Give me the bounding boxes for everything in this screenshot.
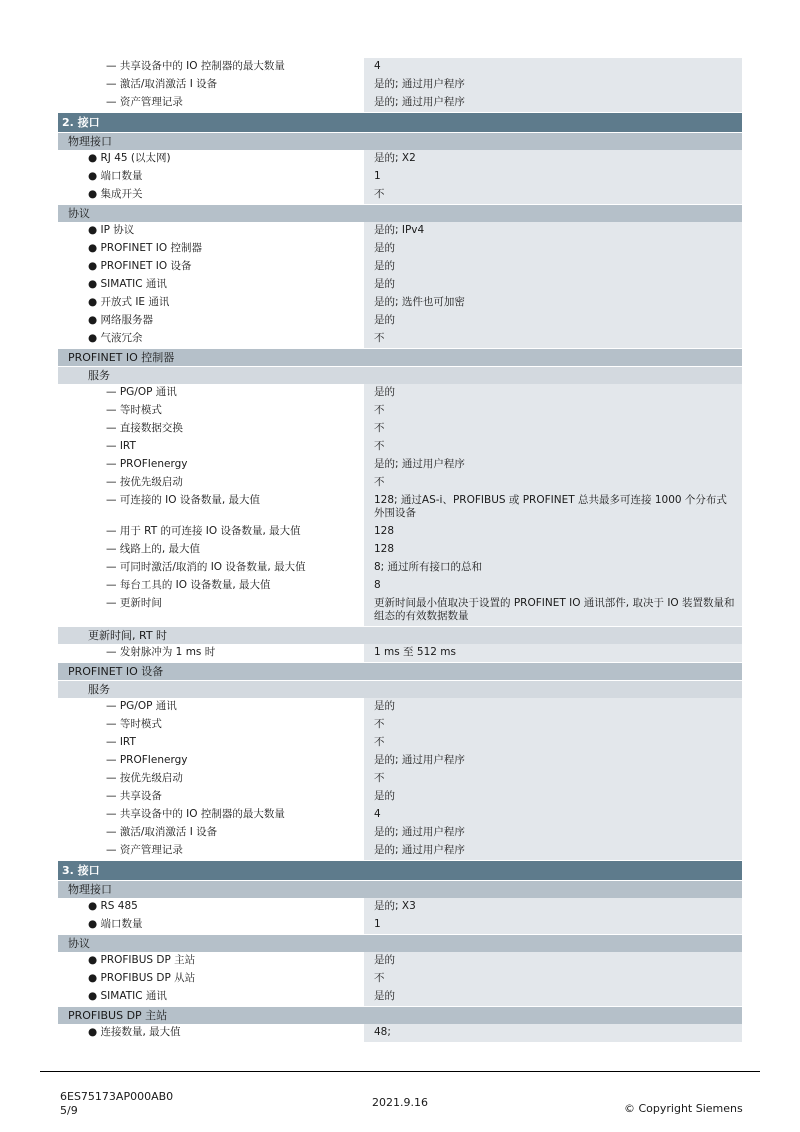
spec-label: — PROFIenergy [58,752,364,770]
spec-row [58,222,742,240]
spec-value: 是的; 通过用户程序 [364,842,742,860]
spec-label: — IRT [58,734,364,752]
spec-row [58,150,742,168]
spec-label: ● SIMATIC 通讯 [58,988,364,1006]
spec-row [58,644,742,662]
spec-row [58,523,742,541]
spec-label: — 线路上的, 最大值 [58,541,364,559]
spec-value: 不 [364,770,742,788]
spec-row [58,952,742,970]
spec-value: 是的; IPv4 [364,222,742,240]
spec-value: 4 [364,58,742,76]
spec-value: 是的; X3 [364,898,742,916]
spec-label: ● PROFIBUS DP 主站 [58,952,364,970]
spec-label: ● RS 485 [58,898,364,916]
spec-row [58,541,742,559]
spec-row [58,438,742,456]
spec-row [58,898,742,916]
spec-label: ● 集成开关 [58,186,364,204]
spec-value: 不 [364,420,742,438]
spec-value: 8 [364,577,742,595]
spec-label: — 按优先级启动 [58,474,364,492]
spec-value: 不 [364,734,742,752]
spec-value: 是的; 通过用户程序 [364,76,742,94]
spec-label: — IRT [58,438,364,456]
spec-label: — PROFIenergy [58,456,364,474]
spec-value: 不 [364,474,742,492]
spec-value: 48; [364,1024,742,1042]
spec-row [58,842,742,860]
spec-row [58,970,742,988]
spec-label: ● SIMATIC 通讯 [58,276,364,294]
group-header: PROFINET IO 设备 [58,663,742,680]
spec-value: 不 [364,970,742,988]
section-header: 2. 接口 [58,113,742,132]
spec-value: 128 [364,523,742,541]
spec-row [58,716,742,734]
spec-label: — PG/OP 通讯 [58,698,364,716]
spec-value: 是的; 通过用户程序 [364,824,742,842]
spec-label: — 激活/取消激活 I 设备 [58,76,364,94]
subgroup-header: 更新时间, RT 时 [58,627,742,644]
section-header: 3. 接口 [58,861,742,880]
spec-value: 是的; X2 [364,150,742,168]
spec-row [58,76,742,94]
spec-row [58,577,742,595]
spec-value: 是的; 通过用户程序 [364,752,742,770]
group-header: 物理接口 [58,133,742,150]
spec-value: 是的 [364,258,742,276]
footer-date: 2021.9.16 [372,1096,428,1109]
spec-row [58,474,742,492]
spec-value: 是的; 通过用户程序 [364,456,742,474]
group-header: 物理接口 [58,881,742,898]
spec-value: 是的 [364,698,742,716]
spec-value: 128; 通过AS-i、PROFIBUS 或 PROFINET 总共最多可连接 1000 个分布式外围设备 [364,492,742,523]
spec-label: — 等时模式 [58,402,364,420]
spec-label: — PG/OP 通讯 [58,384,364,402]
spec-value: 是的; 选件也可加密 [364,294,742,312]
spec-row [58,734,742,752]
spec-row [58,595,742,626]
spec-value: 是的; 通过用户程序 [364,94,742,112]
spec-label: ● 端口数量 [58,916,364,934]
spec-row [58,698,742,716]
group-header: PROFINET IO 控制器 [58,349,742,366]
subgroup-header: 服务 [58,681,742,698]
spec-value: 不 [364,186,742,204]
spec-label: — 发射脉冲为 1 ms 时 [58,644,364,662]
footer-page-number: 5/9 [60,1104,78,1117]
spec-label: ● 气液冗余 [58,330,364,348]
spec-label: — 激活/取消激活 I 设备 [58,824,364,842]
spec-row [58,168,742,186]
spec-label: — 直接数据交换 [58,420,364,438]
spec-row [58,420,742,438]
subgroup-header: 服务 [58,367,742,384]
spec-label: ● RJ 45 (以太网) [58,150,364,168]
spec-table [58,58,742,1042]
spec-label: — 共享设备中的 IO 控制器的最大数量 [58,58,364,76]
footer-article-number: 6ES75173AP000AB0 [60,1090,174,1103]
spec-value: 1 [364,916,742,934]
spec-label: — 资产管理记录 [58,842,364,860]
spec-label: ● 端口数量 [58,168,364,186]
spec-label: ● IP 协议 [58,222,364,240]
spec-value: 是的 [364,988,742,1006]
footer-copyright: © Copyright Siemens [624,1102,743,1115]
spec-value: 是的 [364,312,742,330]
spec-label: ● 网络服务器 [58,312,364,330]
spec-label: — 共享设备 [58,788,364,806]
spec-row [58,94,742,112]
spec-row [58,402,742,420]
spec-row [58,294,742,312]
group-header: 协议 [58,205,742,222]
spec-label: ● PROFIBUS DP 从站 [58,970,364,988]
spec-value: 128 [364,541,742,559]
spec-row [58,988,742,1006]
spec-row [58,559,742,577]
spec-value: 8; 通过所有接口的总和 [364,559,742,577]
spec-value: 不 [364,438,742,456]
spec-label: ● PROFINET IO 控制器 [58,240,364,258]
spec-label: — 共享设备中的 IO 控制器的最大数量 [58,806,364,824]
spec-value: 1 ms 至 512 ms [364,644,742,662]
spec-row [58,806,742,824]
spec-row [58,276,742,294]
spec-value: 不 [364,402,742,420]
spec-row [58,770,742,788]
spec-value: 不 [364,716,742,734]
spec-row [58,258,742,276]
spec-row [58,788,742,806]
group-header: 协议 [58,935,742,952]
spec-label: — 可同时激活/取消的 IO 设备数量, 最大值 [58,559,364,577]
spec-row [58,1024,742,1042]
spec-row [58,492,742,523]
spec-label: — 用于 RT 的可连接 IO 设备数量, 最大值 [58,523,364,541]
spec-value: 是的 [364,384,742,402]
spec-row [58,384,742,402]
spec-row [58,312,742,330]
spec-label: — 可连接的 IO 设备数量, 最大值 [58,492,364,523]
spec-value: 是的 [364,788,742,806]
spec-row [58,186,742,204]
spec-row [58,58,742,76]
spec-label: — 按优先级启动 [58,770,364,788]
spec-label: — 等时模式 [58,716,364,734]
spec-label: ● 连接数量, 最大值 [58,1024,364,1042]
spec-value: 4 [364,806,742,824]
group-header: PROFIBUS DP 主站 [58,1007,742,1024]
spec-label: ● PROFINET IO 设备 [58,258,364,276]
spec-value: 是的 [364,952,742,970]
spec-label: — 更新时间 [58,595,364,626]
spec-value: 是的 [364,240,742,258]
spec-row [58,240,742,258]
spec-value: 是的 [364,276,742,294]
spec-row [58,330,742,348]
spec-row [58,824,742,842]
spec-row [58,456,742,474]
spec-value: 1 [364,168,742,186]
spec-label: — 每台工具的 IO 设备数量, 最大值 [58,577,364,595]
footer-divider [40,1071,760,1072]
spec-label: — 资产管理记录 [58,94,364,112]
spec-row [58,916,742,934]
spec-row [58,752,742,770]
spec-value: 不 [364,330,742,348]
spec-label: ● 开放式 IE 通讯 [58,294,364,312]
spec-value: 更新时间最小值取决于设置的 PROFINET IO 通讯部件, 取决于 IO 装置数量和组态的有效数据数量 [364,595,742,626]
